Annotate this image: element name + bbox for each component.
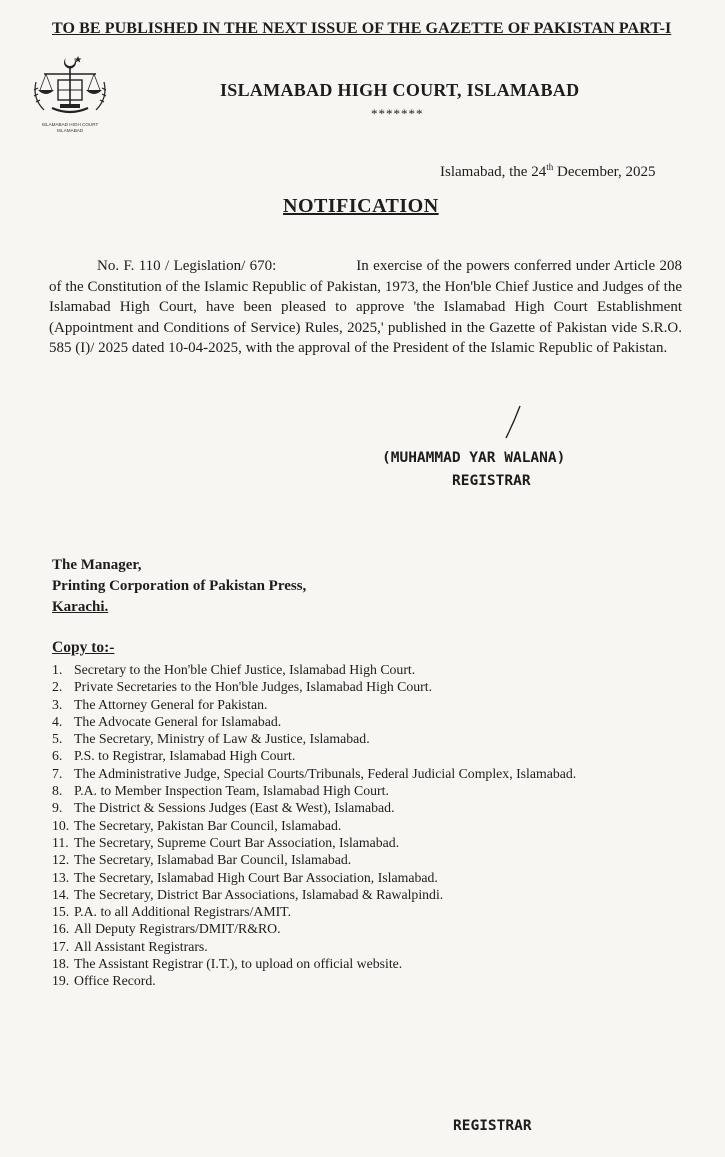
court-name: ISLAMABAD HIGH COURT, ISLAMABAD <box>220 80 580 100</box>
notification-title: NOTIFICATION <box>283 195 439 217</box>
court-emblem <box>26 52 114 142</box>
list-item: 11. The Secretary, Supreme Court Bar Association, Islamabad. <box>52 834 400 850</box>
list-item: 9. The District & Sessions Judges (East & West), Islamabad. <box>52 800 395 816</box>
addressee-city: Karachi. <box>52 599 109 615</box>
list-item: 18. The Assistant Registrar (I.T.), to upload on official website. <box>52 956 403 972</box>
emblem-caption: ISLAMABAD HIGH COURT ISLAMABAD <box>41 122 99 133</box>
list-item: 13. The Secretary, Islamabad High Court Bar Association, Islamabad. <box>52 869 438 885</box>
list-item: 19. Office Record. <box>52 973 156 989</box>
list-item: 12. The Secretary, Islamabad Bar Council, Islamabad. <box>52 852 352 868</box>
list-item: 6. P.S. to Registrar, Islamabad High Court. <box>52 748 296 764</box>
list-item: 5. The Secretary, Ministry of Law & Justice, Islamabad. <box>52 731 370 747</box>
signatory-name: (MUHAMMAD YAR WALANA) <box>382 450 566 466</box>
list-item: 7. The Administrative Judge, Special Courts/Tribunals, Federal Judicial Complex, Islamabad. <box>52 765 577 781</box>
addressee-line: The Manager, <box>52 557 142 573</box>
gazette-publication-line: TO BE PUBLISHED IN THE NEXT ISSUE OF THE GAZETTE OF PAKISTAN PART-I <box>52 20 672 37</box>
scales-of-justice-icon <box>30 52 110 122</box>
list-item: 8. P.A. to Member Inspection Team, Islamabad High Court. <box>52 783 389 799</box>
list-item: 14. The Secretary, District Bar Associations, Islamabad & Rawalpindi. <box>52 886 444 902</box>
list-item: 15. P.A. to all Additional Registrars/AMIT. <box>52 904 292 920</box>
list-item: 10. The Secretary, Pakistan Bar Council, Islamabad. <box>52 817 342 833</box>
signatory-title: REGISTRAR <box>452 473 531 489</box>
list-item: 4. The Advocate General for Islamabad. <box>52 713 282 729</box>
footer-registrar: REGISTRAR <box>453 1118 532 1134</box>
list-item: 3. The Attorney General for Pakistan. <box>52 696 268 712</box>
notification-body <box>49 256 682 359</box>
notification-date: Islamabad, the 24th December, 2025 <box>440 162 656 180</box>
signature-stroke-icon <box>502 404 524 440</box>
copy-to-heading: Copy to:- <box>52 639 115 656</box>
list-item: 1. Secretary to the Hon'ble Chief Justice, Islamabad High Court. <box>52 662 416 677</box>
list-item: 17. All Assistant Registrars. <box>52 938 208 954</box>
list-item: 2. Private Secretaries to the Hon'ble Judges, Islamabad High Court. <box>52 679 433 695</box>
addressee-line: Printing Corporation of Pakistan Press, <box>52 578 307 594</box>
list-item: 16. All Deputy Registrars/DMIT/R&RO. <box>52 921 281 937</box>
stars-separator: ******* <box>371 106 424 121</box>
notification-text: In exercise of the powers conferred under Article 208 of the Constitution of the Islamic Republic of Pakistan, 1973, the Hon'ble Chief Justice and Judges of the Islamabad High Court, have been pleased to approve 'the Islamabad High Court Establishment (Appointment and Conditions of Service) Rules, 2025,' published in the Gazette of Pakistan vide S.R.O. 585 (I)/ 2025 dated 10-04-2025, with the approval of the President of the Islamic Republic of Pakistan. <box>49 258 683 356</box>
addressee-block <box>52 555 306 618</box>
copy-to-list <box>52 661 576 990</box>
notification-reference: No. F. 110 / Legislation/ 670: <box>97 258 277 274</box>
